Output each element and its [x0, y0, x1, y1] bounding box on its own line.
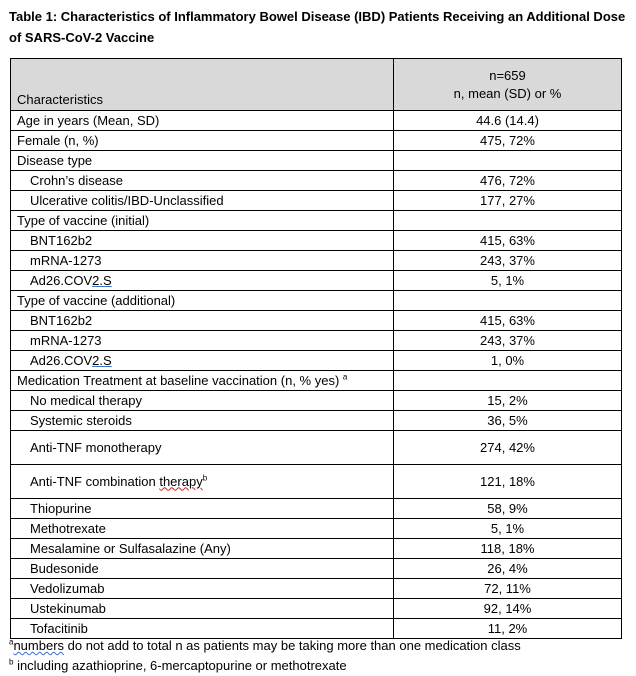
row-label-text: Anti-TNF combination: [30, 473, 160, 489]
row-label: Vedolizumab: [11, 579, 394, 599]
row-value: 1, 0%: [394, 351, 622, 371]
row-label: Female (n, %): [11, 131, 394, 151]
table-title: Table 1: Characteristics of Inflammatory Bowel Disease (IBD) Patients Receiving an Additional Dose of SARS-CoV-2 Vaccine: [9, 9, 626, 45]
table-row: [11, 151, 622, 171]
row-label-text: Ad26.COV: [30, 352, 93, 368]
row-value: [394, 211, 622, 231]
footnote-marker: a: [342, 372, 348, 382]
row-label: [11, 351, 394, 371]
spellcheck-underlined-text: numbers: [13, 638, 65, 653]
row-label-text: Medication Treatment at baseline vaccination (n, % yes): [17, 372, 340, 388]
footnotes: [9, 636, 629, 676]
row-label-text: Ad26.COV: [30, 272, 93, 288]
row-value: 36, 5%: [394, 411, 622, 431]
row-label: mRNA-1273: [11, 251, 394, 271]
row-value: 72, 11%: [394, 579, 622, 599]
footnote-b: [9, 656, 629, 676]
footnote-text: including azathioprine, 6-mercaptopurine or methotrexate: [13, 658, 347, 673]
table-header-row: [11, 59, 622, 111]
table-row: [11, 519, 622, 539]
row-label: No medical therapy: [11, 391, 394, 411]
header-characteristics: Characteristics: [11, 59, 394, 111]
section-label: Type of vaccine (additional): [11, 291, 394, 311]
row-value: [394, 291, 622, 311]
characteristics-table: [10, 58, 622, 639]
table-row: [11, 251, 622, 271]
row-value: 475, 72%: [394, 131, 622, 151]
footnote-marker: b: [202, 473, 208, 483]
footnote-marker: b: [9, 657, 14, 667]
row-label: Budesonide: [11, 559, 394, 579]
header-n: n=659: [489, 67, 526, 83]
row-value: 415, 63%: [394, 231, 622, 251]
table-row: [11, 171, 622, 191]
row-value: 15, 2%: [394, 391, 622, 411]
table-row: [11, 559, 622, 579]
spellcheck-underlined-text: 2.S: [92, 272, 112, 288]
row-value: 243, 37%: [394, 331, 622, 351]
row-value: 5, 1%: [394, 519, 622, 539]
table-row: [11, 311, 622, 331]
row-value: 121, 18%: [394, 465, 622, 499]
table-row: [11, 231, 622, 251]
table-row: [11, 131, 622, 151]
row-value: 274, 42%: [394, 431, 622, 465]
table-row: [11, 271, 622, 291]
row-value: 5, 1%: [394, 271, 622, 291]
row-value: [394, 371, 622, 391]
footnote-marker: a: [9, 637, 14, 647]
table-row: [11, 579, 622, 599]
section-label: Type of vaccine (initial): [11, 211, 394, 231]
header-stat-type: n, mean (SD) or %: [453, 85, 562, 101]
header-statistics: [394, 59, 622, 111]
row-label: Crohn’s disease: [11, 171, 394, 191]
table-row: [11, 391, 622, 411]
row-value: 92, 14%: [394, 599, 622, 619]
footnote-text: do not add to total n as patients may be taking more than one medication class: [64, 638, 521, 653]
spellcheck-underlined-text: therapy: [159, 473, 203, 489]
table-row: [11, 291, 622, 311]
row-label: Mesalamine or Sulfasalazine (Any): [11, 539, 394, 559]
row-label: Systemic steroids: [11, 411, 394, 431]
table-row: [11, 371, 622, 391]
section-label: [11, 371, 394, 391]
row-label: Tofacitinib: [11, 619, 394, 639]
table-row: [11, 331, 622, 351]
row-label: mRNA-1273: [11, 331, 394, 351]
row-value: 11, 2%: [394, 619, 622, 639]
table-row: [11, 211, 622, 231]
table-row: [11, 351, 622, 371]
spellcheck-underlined-text: 2.S: [92, 352, 112, 368]
row-value: 26, 4%: [394, 559, 622, 579]
table-row: [11, 411, 622, 431]
row-label: Thiopurine: [11, 499, 394, 519]
table-row: [11, 111, 622, 131]
row-value: 44.6 (14.4): [394, 111, 622, 131]
row-label: BNT162b2: [11, 231, 394, 251]
row-value: 476, 72%: [394, 171, 622, 191]
table-row: [11, 465, 622, 499]
row-value: [394, 151, 622, 171]
row-label: [11, 271, 394, 291]
row-value: 58, 9%: [394, 499, 622, 519]
footnote-a: [9, 636, 629, 656]
table-row: [11, 599, 622, 619]
table-row: [11, 191, 622, 211]
section-label: Disease type: [11, 151, 394, 171]
row-value: 177, 27%: [394, 191, 622, 211]
table-row: [11, 539, 622, 559]
table-row: [11, 499, 622, 519]
row-label: BNT162b2: [11, 311, 394, 331]
table-row: [11, 431, 622, 465]
row-label: Ulcerative colitis/IBD-Unclassified: [11, 191, 394, 211]
row-value: 415, 63%: [394, 311, 622, 331]
row-label: Methotrexate: [11, 519, 394, 539]
row-value: 118, 18%: [394, 539, 622, 559]
row-value: 243, 37%: [394, 251, 622, 271]
row-label: Ustekinumab: [11, 599, 394, 619]
row-label: Anti-TNF monotherapy: [11, 431, 394, 465]
row-label: [11, 465, 394, 499]
row-label: Age in years (Mean, SD): [11, 111, 394, 131]
